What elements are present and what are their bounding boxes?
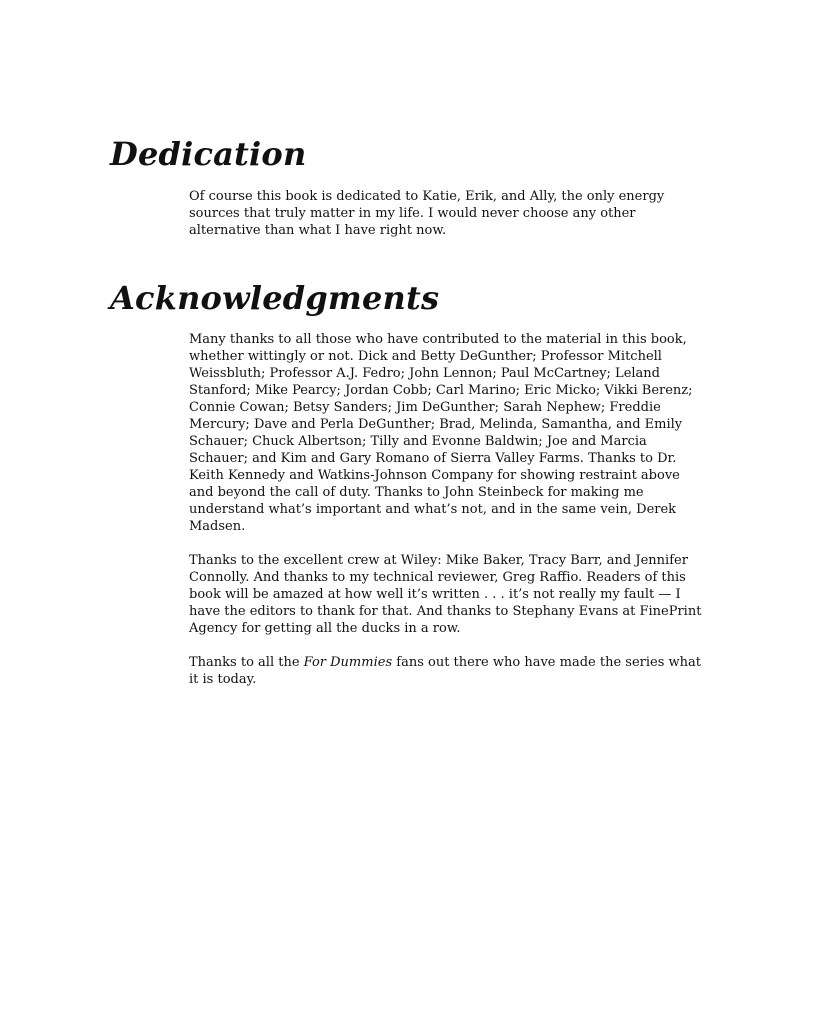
acknowledgments-paragraph-2: Thanks to the excellent crew at Wiley: Mike Baker, Tracy Barr, and Jennifer Connolly. And thanks to my technical reviewer, Greg Raffio. Readers of this book will be amazed at how well it’s written . . . it’s not really my fault — I have the editors to thank for that. And thanks to Stephany Evans at FinePrint Agency for getting all the ducks in a row. <box>189 553 702 636</box>
acknowledgments-heading: Acknowledgments <box>110 279 440 317</box>
paragraph-3-text-end: fans out there who have made the series what it is today. <box>189 655 701 687</box>
dedication-heading: Dedication <box>110 135 307 173</box>
acknowledgments-body <box>189 331 703 705</box>
dedication-paragraph: Of course this book is dedicated to Katie, Erik, and Ally, the only energy sources that truly matter in my life. I would never choose any other alternative than what I have right now. <box>189 189 665 238</box>
paragraph-3-text-start: Thanks to all the <box>189 655 304 670</box>
dedication-body <box>189 188 703 256</box>
for-dummies-series-name: For Dummies <box>303 655 393 670</box>
acknowledgments-paragraph-1: Many thanks to all those who have contributed to the material in this book, whether wittingly or not. Dick and Betty DeGunther; Professor Mitchell Weissbluth; Professor A.J. Fedro; John Lennon; Paul McCartney; Leland Stanford; Mike Pearcy; Jordan Cobb; Carl Marino; Eric Micko; Vikki Berenz; Connie Cowan; Betsy Sanders; Jim DeGunther; Sarah Nephew; Freddie Mercury; Dave and Perla DeGunther; Brad, Melinda, Samantha, and Emily Schauer; Chuck Albertson; Tilly and Evonne Baldwin; Joe and Marcia Schauer; and Kim and Gary Romano of Sierra Valley Farms. Thanks to Dr. Keith Kennedy and Watkins-Johnson Company for showing restraint above and beyond the call of duty. Thanks to John Steinbeck for making me understand what’s important and what’s not, and in the same vein, Derek Madsen. <box>189 332 693 534</box>
acknowledgments-paragraph-3 <box>189 654 703 688</box>
